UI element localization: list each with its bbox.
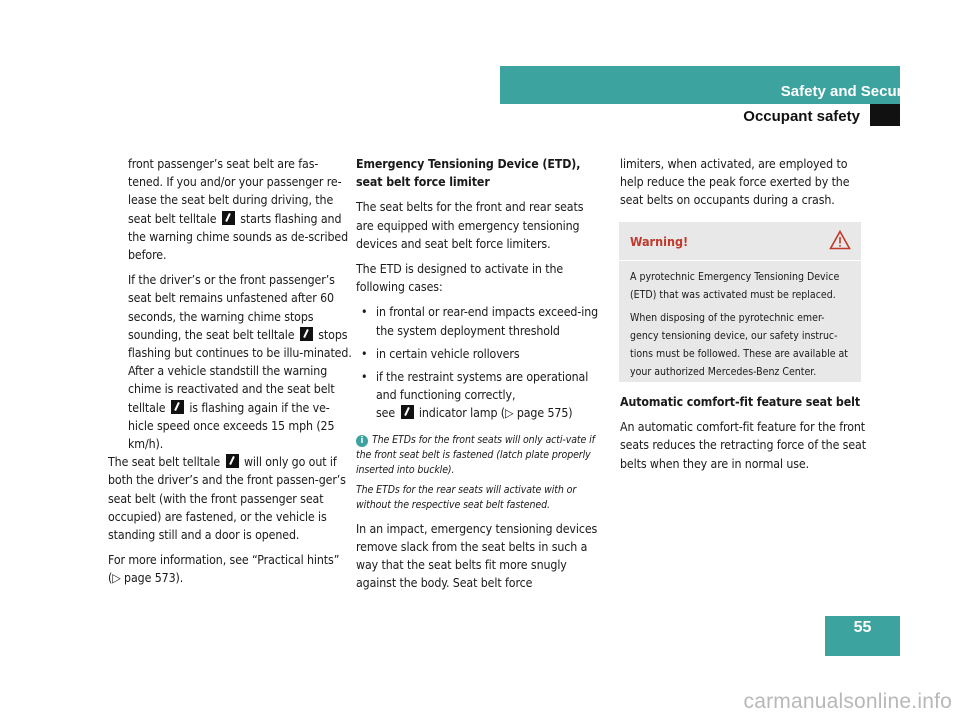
info-note: i The ETDs for the front seats will only acti-vate if the front seat belt is fastened (latch plate properly inserted into buckle). The ETDs for the rear seats will activate with or without the respective seat belt fastened. (356, 433, 595, 511)
paragraph: The seat belts for the front and rear seats are equipped with emergency tensioning devices and seat belt force limiters. (356, 200, 584, 251)
list-item: • in certain vehicle rollovers (356, 345, 604, 363)
warning-triangle-icon (829, 230, 851, 250)
practical-hints-reference[interactable]: For more information, see “Practical hints” (▷ page 573). (108, 553, 340, 586)
seat-belt-telltale-icon (226, 454, 239, 468)
seat-belt-telltale-icon (300, 327, 313, 341)
header-marker (870, 104, 900, 126)
footer-watermark: carmanualsonline.info (743, 690, 952, 713)
comfort-fit-heading: Automatic comfort-fit feature seat belt (620, 395, 861, 409)
srs-page-reference[interactable]: indicator lamp (▷ page 575) (415, 406, 573, 421)
seat-belt-telltale-icon (171, 400, 184, 414)
column-2 (356, 155, 604, 599)
page-number: 55 (825, 616, 900, 656)
paragraph: An automatic comfort-fit feature for the front seats reduces the retracting force of the seat belts when they are in normal use. (620, 420, 866, 471)
warning-title: Warning! (630, 234, 689, 249)
list-item: • in frontal or rear-end impacts exceed-ing the system deployment threshold (361, 305, 599, 338)
etd-cases-list (356, 303, 604, 422)
bullet: • (361, 305, 368, 320)
paragraph: The ETD is designed to activate in the following cases: (356, 262, 564, 295)
paragraph: limiters, when activated, are employed to help reduce the peak force exerted by the seat belts on occupants during a crash. (620, 157, 850, 208)
section-title: Safety and Security (780, 83, 920, 100)
srs-indicator-icon (401, 405, 414, 419)
info-icon: i (356, 435, 368, 447)
column-3 (620, 155, 866, 217)
subsection-title: Occupant safety (743, 108, 860, 125)
bullet: • (361, 346, 368, 361)
column-3-lower (620, 393, 866, 480)
list-item: • if the restraint systems are operational and functioning correctly, see indicator lamp (▷ page 575) (361, 370, 589, 421)
paragraph: If the driver’s or the front passenger’s seat belt remains unfastened after 60 seconds, the warning chime stops sounding, the seat belt telltale stops flashing but continues to be illu-minated. After a vehicle standstill the warning chime is reactivated and the seat belt telltale is flashing again if the ve-hicle speed once exceeds 15 mph (25 km/h). (128, 273, 352, 452)
etd-heading: Emergency Tensioning Device (ETD), seat belt force limiter (356, 157, 581, 190)
warning-text: When disposing of the pyrotechnic emer-gency tensioning device, our safety instruc-tions must be followed. These are available at your authorized Mercedes-Benz Center. (630, 312, 848, 378)
warning-box (619, 222, 861, 382)
paragraph: In an impact, emergency tensioning devices remove slack from the seat belts in such a way that the seat belts fit more snugly against the body. Seat belt force (356, 521, 598, 591)
warning-text: A pyrotechnic Emergency Tensioning Device (ETD) that was activated must be replaced. (630, 271, 840, 301)
paragraph: front passenger’s seat belt are fas-tened. If you and/or your passenger re-lease the seat belt during driving, the seat belt telltale starts flashing and the warning chime sounds as de-scribed before. (128, 157, 348, 263)
column-1 (108, 155, 352, 595)
seat-belt-telltale-icon (222, 211, 235, 225)
bullet: • (361, 370, 368, 385)
paragraph: The seat belt telltale will only go out if both the driver’s and the front passen-ger’s seat belt (with the front passenger seat occupied) are fastened, or the vehicle is standing still and a door is opened. (108, 455, 346, 543)
